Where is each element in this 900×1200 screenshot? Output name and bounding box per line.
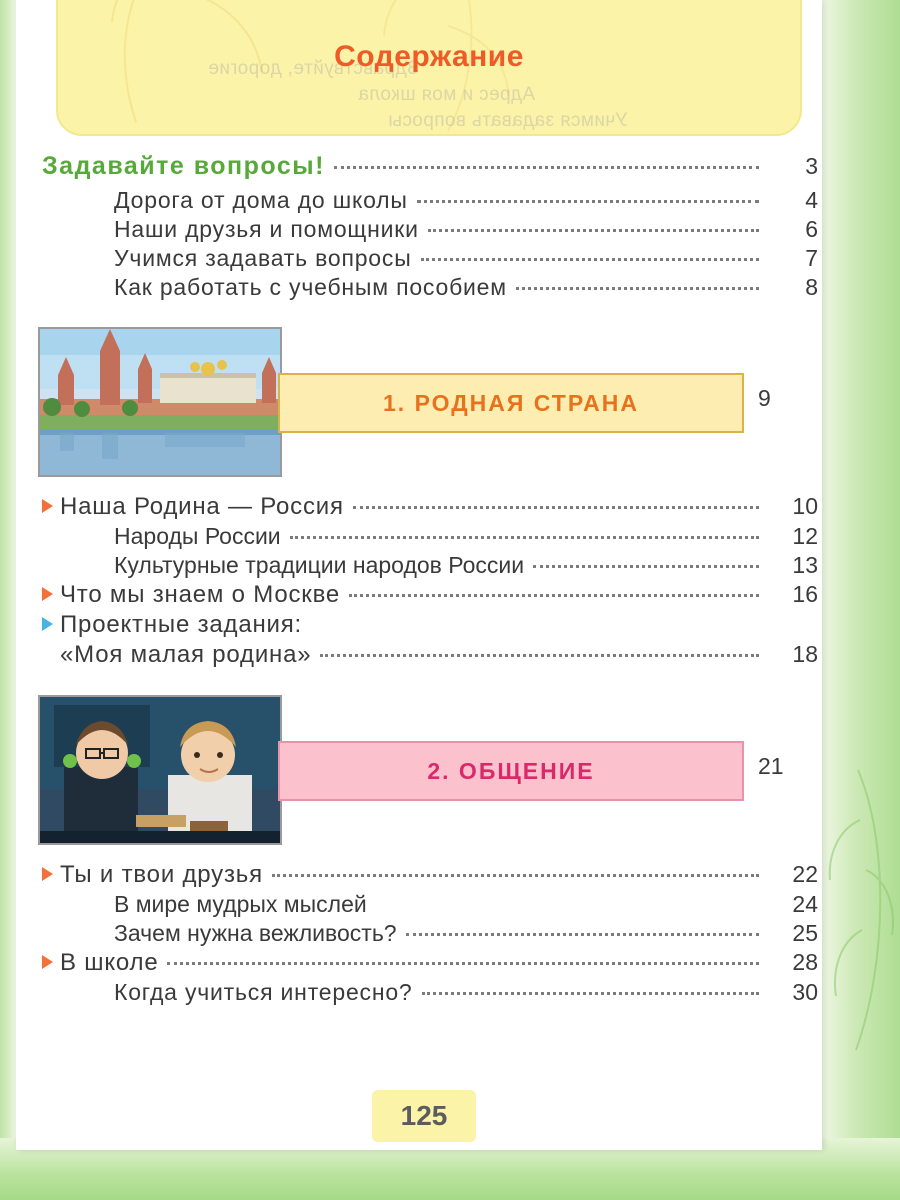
dot-leader (272, 874, 759, 877)
toc-item-peoples-of-russia[interactable] (32, 523, 822, 550)
toc-page-number: 25 (792, 920, 818, 946)
toc-item-label: Когда учиться интересно? (114, 979, 413, 1005)
toc-heading-questions[interactable] (32, 152, 822, 181)
toc-heading-label: Задавайте вопросы! (42, 152, 325, 180)
toc-page-number: 28 (792, 949, 818, 975)
toc-page-number: 13 (792, 552, 818, 578)
dot-leader (406, 933, 759, 936)
toc-item-label: В школе (60, 949, 159, 976)
section-page-number: 9 (758, 385, 771, 411)
toc-item-label: Ты и твои друзья (60, 861, 263, 888)
section-page-number: 21 (758, 753, 784, 779)
toc-page-number: 7 (805, 245, 818, 271)
section-banner-label: 2. ОБЩЕНИЕ (427, 757, 595, 784)
kremlin-photo-art (40, 329, 280, 475)
section-block-rodnaya-strana (32, 327, 822, 479)
toc-item-what-we-know-about-moscow[interactable] (32, 581, 822, 609)
kremlin-photo (38, 327, 282, 477)
ghost-show-through-line-2: Адрес и моя школа (358, 84, 536, 105)
toc-page-number: 22 (792, 861, 818, 887)
toc-page-number: 3 (805, 153, 818, 179)
schoolgirls-photo (38, 695, 282, 845)
triangle-bullet-orange-icon (42, 498, 60, 514)
toc-item-label: Зачем нужна вежливость? (114, 920, 397, 946)
toc-item-project-assignments[interactable] (32, 611, 822, 639)
toc-page-number: 4 (805, 187, 818, 213)
triangle-bullet-blue-icon (42, 616, 60, 632)
page-edge-right (822, 0, 900, 1200)
triangle-bullet-orange-icon (42, 866, 60, 882)
dot-leader (533, 565, 759, 568)
section-banner-2[interactable] (278, 741, 744, 801)
dot-leader (334, 166, 759, 169)
dot-leader (516, 287, 759, 290)
section-block-obshchenie (32, 695, 822, 847)
toc-page-number: 8 (805, 274, 818, 300)
toc-item-label: Наша Родина — Россия (60, 493, 344, 520)
toc-item-label: Народы России (114, 523, 281, 549)
dot-leader (320, 654, 759, 657)
toc-item-when-learning-is-interesting[interactable] (32, 979, 822, 1006)
toc-item-you-and-your-friends[interactable] (32, 861, 822, 889)
toc-item-label: Культурные традиции народов России (114, 552, 525, 578)
toc-item-at-school[interactable] (32, 949, 822, 977)
toc-item-world-of-wise-thoughts[interactable] (32, 891, 822, 918)
triangle-bullet-orange-icon (42, 586, 60, 602)
toc-item-label: В мире мудрых мыслей (114, 891, 367, 917)
dot-leader (421, 258, 759, 261)
toc-item-label: Учимся задавать вопросы (114, 245, 412, 271)
section-banner-1[interactable] (278, 373, 744, 433)
paper-sheet (16, 0, 822, 1150)
toc-item-why-politeness[interactable] (32, 920, 822, 947)
ghost-show-through-line-3: Учимся задавать вопросы (388, 110, 628, 131)
toc-item-my-small-homeland[interactable] (32, 641, 822, 669)
toc-page-number: 12 (792, 523, 818, 549)
header-panel (56, 0, 802, 136)
toc-page-number: 18 (792, 641, 818, 667)
dot-leader (417, 200, 759, 203)
dot-leader (422, 992, 759, 995)
table-of-contents (32, 152, 822, 1008)
dot-leader (353, 506, 759, 509)
toc-item-label: Дорога от дома до школы (114, 187, 408, 213)
toc-item-label: Наши друзья и помощники (114, 216, 419, 242)
toc-page-number: 30 (792, 979, 818, 1005)
toc-item-road-to-school[interactable] (32, 187, 822, 214)
toc-item-how-to-use-textbook[interactable] (32, 274, 822, 301)
toc-item-label: «Моя малая родина» (60, 641, 312, 668)
toc-page-number: 24 (792, 891, 818, 917)
leaf-decoration-icon (818, 760, 898, 1060)
dot-leader (167, 962, 759, 965)
section-banner-label: 1. РОДНАЯ СТРАНА (383, 389, 639, 416)
toc-page-number: 16 (792, 581, 818, 607)
dot-leader (290, 536, 759, 539)
toc-item-friends-and-helpers[interactable] (32, 216, 822, 243)
toc-item-label: Что мы знаем о Москве (60, 581, 341, 608)
triangle-bullet-orange-icon (42, 954, 60, 970)
schoolgirls-photo-art (40, 697, 280, 843)
toc-page-number: 6 (805, 216, 818, 242)
page-number-footer: 125 (372, 1090, 476, 1142)
toc-item-learning-to-ask[interactable] (32, 245, 822, 272)
page-title: Содержание (334, 40, 524, 73)
toc-page-number: 10 (792, 493, 818, 519)
toc-item-label: Проектные задания: (60, 611, 303, 638)
ghost-show-through-line-1: Здравствуйте, дорогие (208, 58, 419, 79)
page-edge-left (0, 0, 16, 1200)
toc-item-cultural-traditions[interactable] (32, 552, 822, 579)
dot-leader (349, 594, 759, 597)
dot-leader (428, 229, 759, 232)
toc-item-label: Как работать с учебным пособием (114, 274, 507, 300)
toc-item-our-motherland-russia[interactable] (32, 493, 822, 521)
